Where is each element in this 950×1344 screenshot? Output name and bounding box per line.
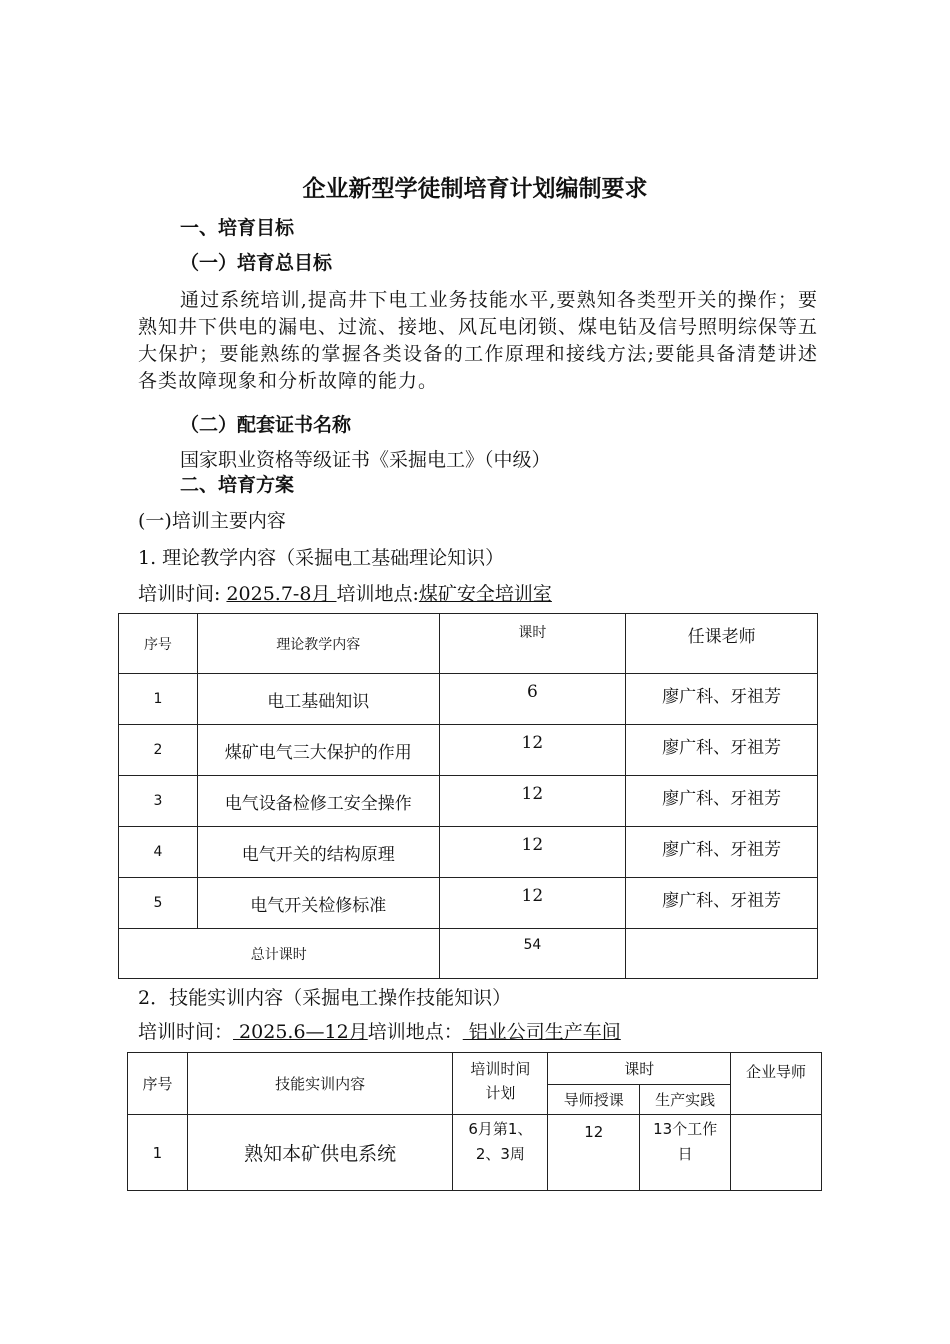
document-title: 企业新型学徒制培育计划编制要求 bbox=[302, 175, 648, 202]
t1-total-teacher bbox=[626, 929, 818, 979]
place-label-2: 培训地点： bbox=[367, 1021, 463, 1043]
t2-row-no: 1 bbox=[128, 1115, 188, 1191]
place-label-1: 培训地点: bbox=[336, 583, 419, 605]
section-heading-goals: 一、培育目标 bbox=[180, 217, 295, 239]
t1-row-content: 煤矿电气三大保护的作用 bbox=[197, 725, 439, 776]
t1-total-hours: 54 bbox=[439, 929, 626, 979]
t2-row-mentor-class: 12 bbox=[548, 1115, 640, 1191]
t1-row-no: 4 bbox=[119, 827, 198, 878]
t1-row-no: 1 bbox=[119, 674, 198, 725]
table-row bbox=[119, 776, 818, 827]
t2-row-mentor bbox=[731, 1115, 822, 1191]
t1-row-hours: 6 bbox=[439, 674, 626, 725]
time-label-2: 培训时间： bbox=[138, 1021, 234, 1043]
t1-row-teacher: 廖广科、牙祖芳 bbox=[626, 674, 818, 725]
t1-row-content: 电气开关的结构原理 bbox=[197, 827, 439, 878]
certificate-text: 国家职业资格等级证书《采掘电工》（中级） bbox=[180, 449, 551, 471]
table-row bbox=[119, 827, 818, 878]
theory-table bbox=[118, 613, 818, 979]
time-value-2: 2025.6—12月 bbox=[233, 1021, 368, 1043]
t2-header-practice: 生产实践 bbox=[640, 1085, 731, 1115]
t2-header-mentor-class: 导师授课 bbox=[548, 1085, 640, 1115]
t1-row-content: 电气开关检修标准 bbox=[197, 878, 439, 929]
t2-row-plan: 6月第1、2、3周 bbox=[453, 1115, 548, 1191]
t1-row-hours: 12 bbox=[439, 776, 626, 827]
table-row bbox=[119, 878, 818, 929]
item-skills: 2．技能实训内容（采掘电工操作技能知识） bbox=[138, 987, 512, 1009]
subheading-main-content: (一)培训主要内容 bbox=[138, 510, 286, 532]
t2-header-plan: 培训时间计划 bbox=[453, 1053, 548, 1115]
t1-row-no: 5 bbox=[119, 878, 198, 929]
t1-row-no: 2 bbox=[119, 725, 198, 776]
place-value-1: 煤矿安全培训室 bbox=[418, 583, 552, 605]
table-row bbox=[119, 725, 818, 776]
t1-row-teacher: 廖广科、牙祖芳 bbox=[626, 878, 818, 929]
skills-table bbox=[127, 1052, 822, 1191]
t1-row-teacher: 廖广科、牙祖芳 bbox=[626, 827, 818, 878]
t2-header-no: 序号 bbox=[128, 1053, 188, 1115]
t2-header-hours: 课时 bbox=[548, 1053, 731, 1085]
subheading-certificate: （二）配套证书名称 bbox=[180, 414, 352, 436]
t1-row-hours: 12 bbox=[439, 725, 626, 776]
goal-paragraph: 通过系统培训,提高井下电工业务技能水平,要熟知各类型开关的操作；要熟知井下供电的漏电、过流、接地、风瓦电闭锁、煤电钻及信号照明综保等五大保护；要能熟练的掌握各类设备的工作原理和接线方法;要能具备清楚讲述各类故障现象和分析故障的能力。 bbox=[138, 289, 819, 392]
t1-row-no: 3 bbox=[119, 776, 198, 827]
time-value-1: 2025.7-8月 bbox=[226, 583, 337, 605]
t1-total-label: 总计课时 bbox=[119, 929, 440, 979]
t1-header-hours: 课时 bbox=[439, 614, 626, 674]
training-info-2 bbox=[138, 1017, 621, 1044]
t2-row-content: 熟知本矿供电系统 bbox=[187, 1115, 453, 1191]
subheading-overall-goal: （一）培育总目标 bbox=[180, 252, 333, 274]
t1-row-content: 电工基础知识 bbox=[197, 674, 439, 725]
table-total-row bbox=[119, 929, 818, 979]
t1-row-hours: 12 bbox=[439, 827, 626, 878]
t2-header-mentor: 企业导师 bbox=[731, 1053, 822, 1115]
t1-header-teacher: 任课老师 bbox=[626, 614, 818, 674]
place-value-2: 铝业公司生产车间 bbox=[462, 1021, 621, 1043]
t1-header-content: 理论教学内容 bbox=[197, 614, 439, 674]
training-info-1 bbox=[138, 579, 552, 606]
item-theory: 1. 理论教学内容（采掘电工基础理论知识） bbox=[138, 547, 505, 569]
time-label-1: 培训时间: bbox=[138, 583, 227, 605]
table-row bbox=[128, 1115, 822, 1191]
t1-row-teacher: 廖广科、牙祖芳 bbox=[626, 776, 818, 827]
section-heading-plan: 二、培育方案 bbox=[180, 474, 295, 496]
t1-row-hours: 12 bbox=[439, 878, 626, 929]
t1-row-teacher: 廖广科、牙祖芳 bbox=[626, 725, 818, 776]
t2-header-content: 技能实训内容 bbox=[187, 1053, 453, 1115]
t1-row-content: 电气设备检修工安全操作 bbox=[197, 776, 439, 827]
t2-row-practice: 13个工作日 bbox=[640, 1115, 731, 1191]
t1-header-no: 序号 bbox=[119, 614, 198, 674]
table-row bbox=[119, 674, 818, 725]
